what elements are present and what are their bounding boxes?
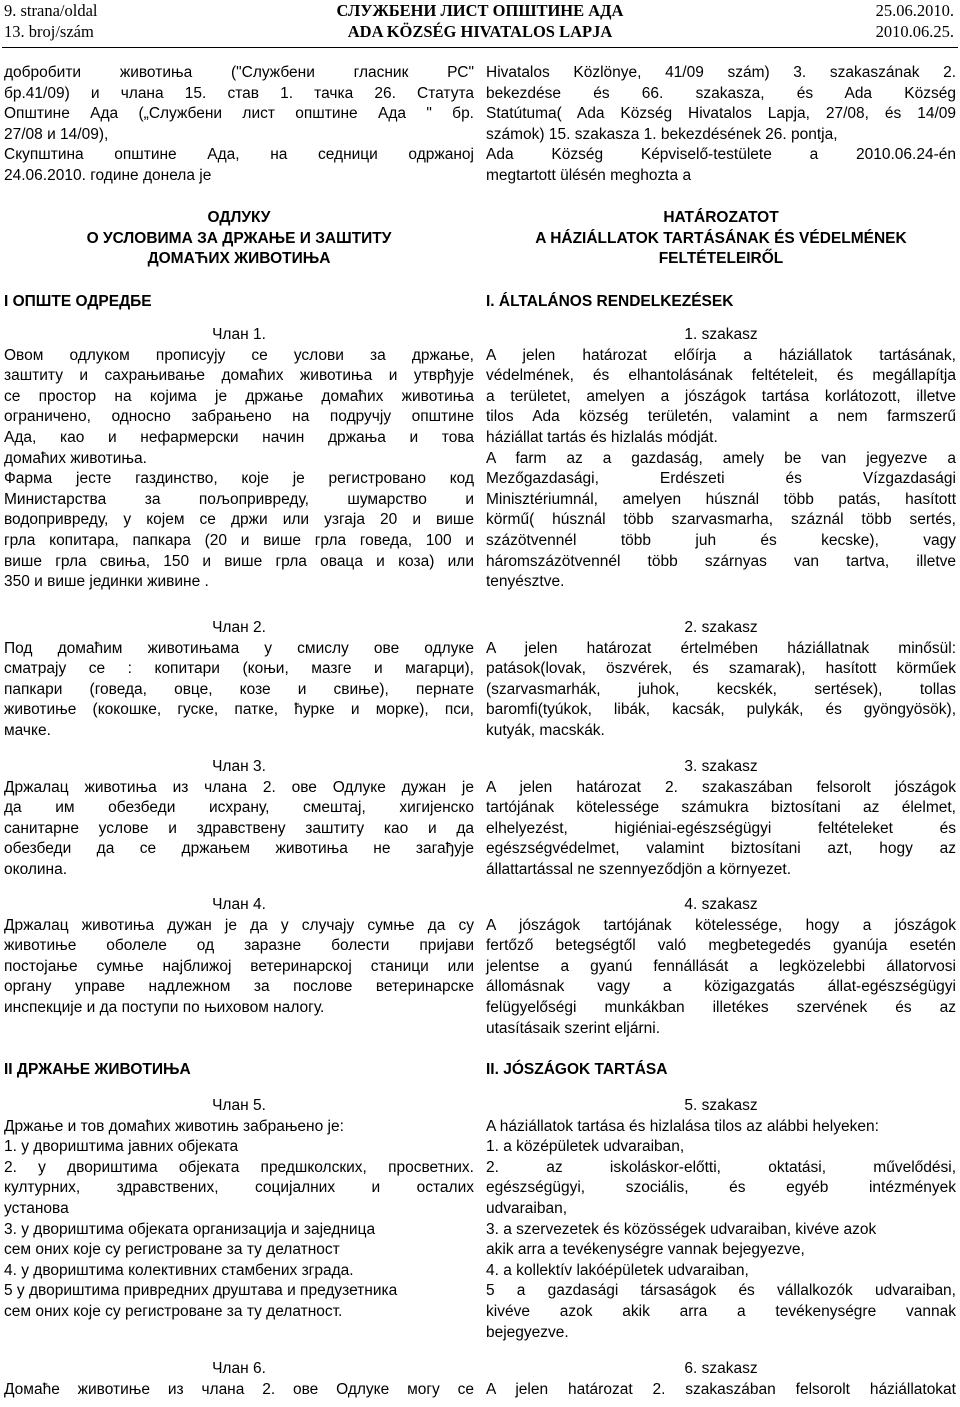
text-line: више грла свиња, 150 и више грла оваца и коза) или (4, 552, 474, 570)
text-line: (szarvasmarhák, juhok, kecskék, sertések), tollas (486, 680, 956, 698)
text-line: да им обезбеди исхрану, смештај, хигијенско (4, 799, 474, 817)
text-line: bekezdése és 66. szakasza, és Ada Község (486, 84, 956, 102)
text-line: установа (4, 1199, 69, 1217)
text-line: добробити животиња ("Службени гласник РС" (4, 64, 474, 81)
decision-title (4, 208, 474, 270)
text-line: védelmének, és elhantolásának feltételeit, és megállapítja (486, 367, 956, 385)
section-heading: I. ÁLTALÁNOS RENDELKEZÉSEK (486, 293, 734, 310)
text-line: állomásnak vagy a közigazgatás állat-egészségügyi (486, 978, 956, 996)
title-line: ОДЛУКУ (207, 209, 271, 226)
text-line: elhelyezést, higiéniai-egészségügyi feltételeket és (486, 819, 956, 837)
text-line: kutyák, macskák. (486, 721, 605, 739)
preamble (486, 63, 956, 187)
text-line: A jelen határozat 2. szakaszában felsorolt háziállatokat (486, 1380, 956, 1398)
text-line: A jószágok tartójának kötelessége, hogy a jószágok (486, 916, 956, 934)
text-line: Ада, као и нефармерски начин држања и това (4, 428, 474, 446)
article-6 (4, 1359, 474, 1400)
article-5 (486, 1096, 956, 1343)
text-line: сем оних које су регистроване за ту делатност (4, 1241, 340, 1259)
text-line: животиње (кокошке, гуске, патке, ћурке и морке), пси, (4, 701, 474, 719)
text-line: Скупштина општине Ада, на седници одржаној (4, 146, 474, 164)
text-line: körmű( húsznál több szarvasmarha, száznál több sertés, (486, 511, 956, 529)
section-heading: II. JÓSZÁGOK TARTÁSA (486, 1061, 668, 1078)
text-line: животиње оболеле од заразне болести пријави (4, 937, 474, 955)
article-heading: Члан 6. (212, 1360, 266, 1377)
issue-number: 13. broj/szám (4, 22, 94, 41)
text-line: utasításaik szerint eljárni. (486, 1019, 661, 1037)
text-line: 1. a középületek udvaraiban, (486, 1138, 685, 1156)
text-line: водопривреду, у којем се држи или узгаја 20 и више (4, 511, 474, 529)
text-line: Ada Község Képviselő-testülete a 2010.06.24-én (486, 146, 956, 164)
text-line: домаћих животиња. (4, 449, 147, 467)
text-line: felügyelőségi munkákban illetékes szervének és az (486, 998, 956, 1016)
text-line: Домаће животиње из члана 2. ове Одлуке могу се (4, 1380, 474, 1398)
section-heading: I ОПШТЕ ОДРЕДБЕ (4, 293, 152, 310)
article-heading: 6. szakasz (684, 1360, 758, 1377)
text-line: udvaraiban, (486, 1199, 568, 1217)
text-line: Statútuma( Ada Község Hivatalos Lapja, 27/08, és 14/09 (486, 105, 956, 123)
text-line: обезбеди да се држањем животиња не загађује (4, 840, 474, 858)
text-line: a területet, amelyen a jószágok tartása korlátozott, illetve (486, 387, 956, 405)
text-line: 2. у двориштима објеката предшколских, просветних. (4, 1158, 474, 1176)
text-line: ограничено, односно забрањено на подручју општине (4, 408, 474, 426)
article-heading: Члан 3. (212, 758, 266, 775)
text-line: 2. az iskoláskor-előtti, oktatási, művelődési, (486, 1158, 956, 1176)
text-line: A jelen határozat 2. szakaszában felsorolt jószágok (486, 778, 956, 796)
text-line: органу управе надлежном за послове ветеринарске (4, 978, 474, 996)
text-line: egészségvédelmet, valamint biztosítani azt, hogy az (486, 840, 956, 858)
text-line: baromfi(tyúkok, libák, kacsák, pulykák, és gyöngyösök), (486, 701, 956, 719)
text-line: санитарне услове и здравствену заштиту као и да (4, 819, 474, 837)
title-line: ДОМАЋИХ ЖИВОТИЊА (147, 250, 331, 268)
section-heading: II ДРЖАЊЕ ЖИВОТИЊА (4, 1061, 191, 1078)
text-line: 5 у двориштима привредних друштава и предузетника (4, 1282, 398, 1300)
text-line: 3. a szervezetek és közösségek udvaraiban, kivéve azok (486, 1220, 877, 1238)
text-line: Mezőgazdasági, Erdészeti és Vízgazdasági (486, 470, 956, 488)
text-line: patások(lovak, öszvérek, és szamarak), hasított körműek (486, 660, 956, 678)
text-line: Држање и тов домаћих животињ забрањено је: (4, 1117, 344, 1135)
article-1 (4, 325, 474, 593)
text-line: заштиту и сахрањивање домаћих животиња и утврђује (4, 367, 474, 385)
text-line: A jelen határozat értelmében háziállatnak minősül: (486, 639, 956, 657)
text-line: 5 a gazdasági társaságok és vállalkozók udvaraiban, (486, 1282, 956, 1300)
text-line: háziállat tartás és hizlalás módját. (486, 428, 718, 446)
article-5 (4, 1096, 474, 1323)
text-line: bejegyezve. (486, 1323, 569, 1341)
article-heading: Члан 1. (212, 326, 266, 343)
page-number: 9. strana/oldal (4, 1, 98, 20)
text-line: Hivatalos Közlönye, 41/09 szám) 3. szakaszának 2. (486, 64, 956, 81)
text-line: megtartott ülésén meghozta a (486, 166, 692, 184)
text-line: Овом одлуком прописују се услови за држање, (4, 346, 474, 364)
text-line: мачке. (4, 721, 51, 739)
title-line: FELTÉTELEIRŐL (658, 250, 784, 268)
text-line: 24.06.2010. године донела је (4, 166, 212, 184)
text-line: számok) 15. szakasza 1. bekezdésének 26. pontja, (486, 125, 838, 143)
article-heading: Члан 4. (212, 896, 266, 913)
article-heading: 1. szakasz (684, 326, 758, 343)
text-line: папкари (говеда, овце, козе и свиње), пернате (4, 680, 474, 698)
text-line: tilos Ada község területén, valamint a nem farmszerű (486, 408, 956, 426)
text-line: háromszázötvennél több szárnyas van tartva, illetve (486, 552, 956, 570)
text-line: A farm az a gazdaság, amely be van jegyezve a (486, 449, 956, 467)
text-line: 350 и више јединки живине . (4, 573, 209, 591)
title-line: HATÁROZATOT (663, 209, 779, 226)
text-line: постојање сумње најближој ветеринарској станици или (4, 957, 474, 975)
text-line: 4. a kollektív lakóépületek udvaraiban, (486, 1261, 749, 1279)
text-line: Држалац животиња из члана 2. ове Одлуке дужан је (4, 778, 474, 796)
article-heading: 4. szakasz (684, 896, 758, 913)
article-6 (486, 1359, 956, 1400)
preamble (4, 63, 474, 187)
article-2 (4, 618, 474, 742)
title-line: О УСЛОВИМА ЗА ДРЖАЊЕ И ЗАШТИТУ (86, 229, 392, 247)
text-line: Minisztériumnál, amelyen húsznál több patás, hasított (486, 490, 956, 508)
text-line: Држалац животиња дужан је да у случају сумње да су (4, 916, 474, 934)
article-4 (4, 895, 474, 1019)
text-line: kivéve azok akik arra a tevékenységre vannak (486, 1302, 956, 1320)
text-line: инспекције и да поступи по њиховом налогу. (4, 998, 325, 1016)
article-heading: Члан 2. (212, 619, 266, 636)
article-heading: 5. szakasz (684, 1097, 758, 1114)
date-sr: 25.06.2010. (875, 1, 954, 20)
article-1 (486, 325, 956, 593)
date-hu: 2010.06.25. (875, 22, 954, 41)
gazette-title-hu: ADA KÖZSÉG HIVATALOS LAPJA (347, 22, 613, 41)
text-line: Фарма јесте газдинство, које је регистровано код (4, 470, 474, 488)
text-line: állattartással ne szennyeződjön a környezet. (486, 860, 792, 878)
text-line: A jelen határozat előírja a háziállatok tartásának, (486, 346, 956, 364)
text-line: околина. (4, 860, 68, 878)
header-divider (2, 47, 958, 48)
text-line: 3. у двориштима објеката организација и заједница (4, 1220, 376, 1238)
text-line: грла копитара, папкара (20 и више грла говеда, 100 и (4, 531, 474, 549)
text-line: 4. у двориштима колективних стамбених зграда. (4, 1261, 354, 1279)
text-line: 27/08 и 14/09), (4, 125, 109, 143)
article-heading: Члан 5. (212, 1097, 266, 1114)
text-line: бр.41/09) и члана 15. став 1. тачка 26. Статута (4, 84, 474, 102)
text-line: százötvennél több juh és kecske), vagy (486, 531, 956, 549)
text-line: fertőző betegségtől való megbetegedés gyanúja esetén (486, 937, 956, 955)
text-line: Општине Ада („Службени лист општине Ада " бр. (4, 105, 474, 123)
text-line: tenyésztve. (486, 573, 565, 591)
text-line: A háziállatok tartása és hizlalása tilos az alábbi helyeken: (486, 1117, 879, 1135)
text-line: Под домаћим животињама у смислу ове одлуке (4, 639, 474, 657)
article-3 (486, 757, 956, 881)
title-line: A HÁZIÁLLATOK TARTÁSÁNAK ÉS VÉDELMÉNEK (535, 229, 907, 247)
article-3 (4, 757, 474, 881)
text-line: Министарства за пољопривреду, шумарство и (4, 490, 474, 508)
text-line: сем оних које су регистроване за ту делатност. (4, 1302, 343, 1320)
text-line: tartójának kötelessége számukra biztosítani az élelmet, (486, 799, 956, 817)
text-line: културних, здравствених, социјалних и осталих (4, 1179, 474, 1197)
article-heading: 3. szakasz (684, 758, 758, 775)
gazette-title-sr: СЛУЖБЕНИ ЛИСТ ОПШТИНЕ АДА (336, 1, 624, 20)
decision-title (486, 208, 956, 270)
article-heading: 2. szakasz (684, 619, 758, 636)
text-line: се простор на којима је држање домаћих животиња (4, 387, 474, 405)
text-line: egészségügyi, szociális, és egyéb intézmények (486, 1179, 956, 1197)
text-line: сматрају се : копитари (коњи, мазге и магарци), (4, 660, 474, 678)
text-line: jelentse a gyanú fennállását a legközelebbi állatorvosi (486, 957, 956, 975)
article-4 (486, 895, 956, 1039)
article-2 (486, 618, 956, 742)
page-header (0, 0, 960, 46)
text-line: akik arra a tevékenységre vannak bejegyezve, (486, 1241, 805, 1259)
text-line: 1. у двориштима јавних објеката (4, 1138, 239, 1156)
